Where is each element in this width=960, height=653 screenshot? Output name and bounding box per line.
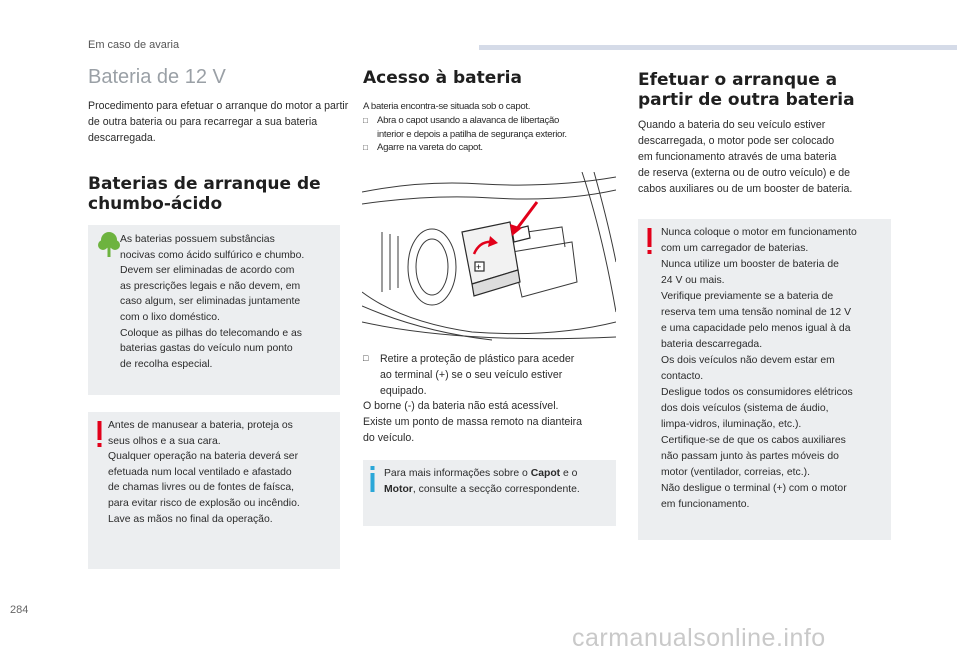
engine-bay-battery-image (362, 172, 616, 344)
bullet-marker-icon: □ (363, 353, 369, 363)
svg-text:+: + (476, 262, 482, 272)
bullet-marker-icon: □ (363, 116, 368, 125)
text-line: contacto. (661, 371, 704, 382)
text-line: reserva tem uma tensão nominal de 12 V (661, 307, 852, 318)
text-line: Desligue todos os consumidores elétricos (661, 387, 853, 398)
text-line: com o lixo doméstico. (120, 311, 220, 323)
text-line: motor (ventilador, correias, etc.). (661, 467, 810, 478)
text-line: baterias gastas do veículo num ponto (120, 343, 293, 355)
text-line: equipado. (380, 385, 427, 397)
text-line: Abra o capot usando a alavanca de libertação (377, 115, 560, 126)
text-line: Nunca coloque o motor em funcionamento (661, 227, 857, 238)
intro-paragraph: Procedimento para efetuar o arranque do motor a partir de outra bateria ou para recarregar a sua bateria descarregada. (88, 100, 349, 144)
text-line: em funcionamento através de uma bateria (638, 151, 837, 163)
access-bullets (363, 114, 618, 155)
text-line: de recolha especial. (120, 358, 213, 370)
text-line: Lave as mãos no final da operação. (108, 513, 273, 525)
text-line: seus olhos e a sua cara. (108, 435, 221, 447)
warning-box-jump-start (638, 219, 891, 540)
text-line: de reserva (externa ou de outro veículo) e de (638, 167, 850, 179)
remove-cover-bullet (363, 351, 618, 399)
text-line: e uma capacidade pelo menos igual à da (661, 323, 851, 334)
text-line: com um carregador de baterias. (661, 243, 809, 254)
text-line: bateria descarregada. (661, 339, 763, 350)
text-line: efetuada num local ventilado e afastado (108, 466, 292, 478)
environment-note-box (88, 225, 340, 395)
text-line: Coloque as pilhas do telecomando e as (120, 327, 302, 339)
page-title: Bateria de 12 V (88, 66, 226, 88)
text-line: Qualquer operação na bateria deverá ser (108, 451, 299, 463)
text-line: nocivas como ácido sulfúrico e chumbo. (120, 249, 305, 261)
text-line: em funcionamento. (661, 499, 750, 510)
access-intro: A bateria encontra-se situada sob o capot. (363, 101, 531, 112)
text-line: de chamas livres ou de fontes de faísca, (108, 482, 294, 494)
text-line: O borne (-) da bateria não está acessível. (363, 400, 559, 412)
text-line: Certifique-se de que os cabos auxiliares (661, 435, 846, 446)
info-box (363, 460, 616, 526)
text-line: Os dois veículos não devem estar em (661, 355, 835, 366)
section-heading-lead-acid: Baterias de arranque de chumbo-ácido (88, 174, 321, 214)
text-line: Verifique previamente se a bateria de (661, 291, 834, 302)
watermark: carmanualsonline.info (572, 624, 826, 652)
warning-text-jump-start (661, 225, 891, 513)
text-line: interior e depois a patilha de segurança exterior. (377, 128, 567, 140)
text-line: Existe um ponto de massa remoto na dianteira (363, 416, 583, 428)
text-line: As baterias possuem substâncias (120, 234, 275, 245)
exclamation-warning-icon (95, 421, 105, 449)
text-line: Antes de manusear a bateria, proteja os (108, 420, 293, 431)
section-heading-jump-start: Efetuar o arranque a partir de outra bateria (638, 70, 855, 110)
section-header: Em caso de avaria (88, 39, 180, 51)
text-line: Quando a bateria do seu veículo estiver (638, 119, 826, 131)
text-line: limpa-vidros, iluminação, etc.). (661, 419, 802, 430)
section-heading-battery-access: Acesso à bateria (363, 68, 522, 88)
info-icon (368, 466, 378, 492)
text-line: Devem ser eliminadas de acordo com (120, 265, 295, 277)
bullet-marker-icon: □ (363, 143, 368, 152)
text-line: as prescrições legais e não devem, em (120, 280, 301, 292)
negative-terminal-note (363, 398, 618, 446)
text-line: Agarre na vareta do capot. (377, 142, 483, 153)
text-line: Nunca utilize um booster de bateria de (661, 259, 839, 270)
text-line: não passam junto às partes móveis do (661, 451, 839, 462)
text-line: cabos auxiliares ou de um booster de bateria. (638, 183, 853, 195)
environment-note-text (120, 232, 340, 372)
text-line: ao terminal (+) se o seu veículo estiver (380, 369, 563, 381)
access-bullet-item (363, 141, 618, 155)
text-line: descarregada, o motor pode ser colocado (638, 135, 835, 147)
info-text: Para mais informações sobre o Capot e o Motor, consulte a secção correspondente. (384, 468, 580, 495)
jump-start-intro (638, 117, 890, 197)
warning-text-handling (108, 418, 338, 527)
warning-box-handling (88, 412, 340, 569)
text-line: do veículo. (363, 432, 415, 444)
exclamation-warning-icon (645, 228, 655, 256)
page-number: 284 (10, 604, 29, 616)
text-line: 24 V ou mais. (661, 275, 725, 286)
header-bar (479, 45, 957, 50)
access-bullet-item (363, 114, 618, 141)
text-line: Retire a proteção de plástico para aceder (380, 353, 575, 365)
text-line: para evitar risco de explosão ou incêndio. (108, 497, 300, 509)
text-line: dos dois veículos (sistema de áudio, (661, 403, 829, 414)
text-line: Não desligue o terminal (+) com o motor (661, 483, 847, 494)
environment-tree-icon (98, 231, 120, 259)
text-line: caso algum, ser eliminadas juntamente (120, 296, 301, 308)
